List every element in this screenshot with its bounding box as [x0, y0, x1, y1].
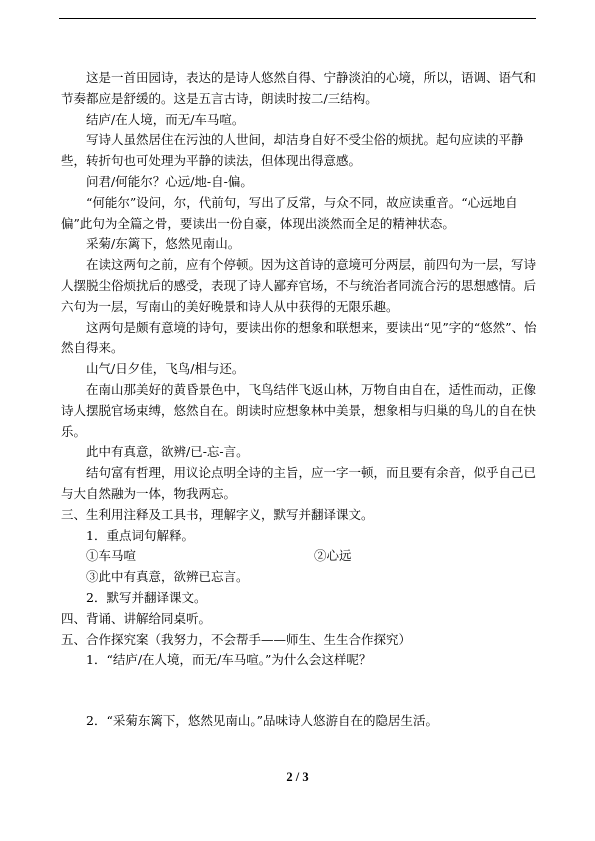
page-number: 2 / 3: [286, 770, 309, 784]
poem-line-1: 结庐/在人境，而无/车马喧。: [86, 111, 245, 127]
paragraph-note-5: 在南山那美好的黄昏景色中，飞鸟结伴飞返山林，万物自由自在，适性而动，正像诗人摆脱官场束缚，悠然自在。朗读时应想象林中美景，想象相与归巢的鸟儿的自在快乐。: [61, 381, 537, 439]
paragraph-note-6: 结句富有哲理，用议论点明全诗的主旨，应一字一顿，而且要有余音，似乎自己已与大自然融为一体，物我两忘。: [61, 465, 537, 501]
document-body: [61, 68, 537, 732]
header-rule: [59, 18, 536, 19]
poem-line-3: 采菊/东篱下，悠然见南山。: [86, 236, 241, 252]
poem-line-2: 问君/何能尔？心远/地-自-偏。: [86, 173, 253, 189]
section-3-heading: 三、生利用注释及工具书，理解字义，默写并翻译课文。: [61, 506, 374, 522]
section-3-item-2: 2．默写并翻译课文。: [86, 589, 207, 605]
paragraph-intro: 这是一首田园诗，表达的是诗人悠然自得、宁静淡泊的心境，所以，语调、语气和节奏都应是舒缓的。这是五言古诗，朗读时按二/三结构。: [61, 70, 537, 106]
poem-line-4: 山气/日夕佳，飞鸟/相与还。: [86, 361, 245, 377]
term-row: [61, 546, 537, 567]
question-1: 1．“结庐/在人境，而无/车马喧。”为什么会这样呢？: [86, 652, 372, 668]
paragraph-note-3: 在读这两句之前，应有个停顿。因为这首诗的意境可分两层，前四句为一层，写诗人摆脱尘俗烦扰后的感受，表现了诗人鄙弃官场，不与统治者同流合污的思想感情。后六句为一层，写南山的美好晚景和诗人从中获得的无限乐趣。: [61, 257, 537, 314]
paragraph-note-4: 这两句是颇有意境的诗句，要读出你的想象和联想来，要读出“见”字的“悠然”、怡然自得来。: [61, 319, 537, 356]
section-5-heading: 五、合作探究案（我努力，不会帮手——师生、生生合作探究）: [61, 631, 412, 647]
term-2: ②心远: [314, 548, 352, 564]
section-3-item-1: 1．重点词句解释。: [86, 527, 194, 543]
paragraph-note-1: 写诗人虽然居住在污浊的人世间，却洁身自好不受尘俗的烦扰。起句应读的平静些，转折句也可处理为平静的读法，但体现出得意感。: [61, 132, 524, 169]
term-3: ③此中有真意，欲辨已忘言。: [86, 569, 249, 585]
poem-line-5: 此中有真意，欲辨/已-忘-言。: [86, 444, 249, 460]
question-2: 2．“采菊东篱下，悠然见南山。”品味诗人悠游自在的隐居生活。: [86, 713, 438, 729]
answer-space-1: [61, 671, 537, 711]
section-4-heading: 四、背诵、讲解给同桌听。: [61, 610, 212, 626]
term-1: ①车马喧: [86, 548, 137, 564]
paragraph-note-2: “何能尔”设问，尔，代前句，写出了反常，与众不同，故应读重音。“心远地自偏”此句为全篇之骨，要读出一份自豪，体现出淡然而全足的精神状态。: [61, 194, 518, 231]
